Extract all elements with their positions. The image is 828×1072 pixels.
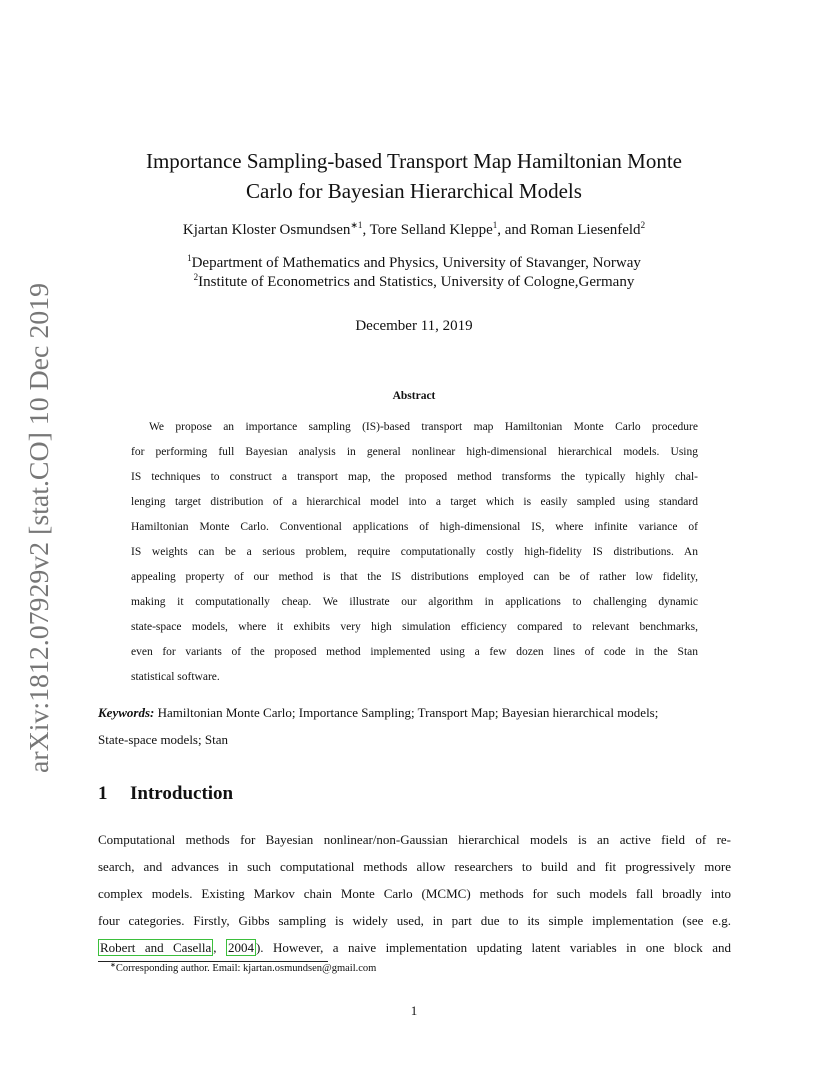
citation-year-link[interactable]: 2004 [227,940,254,955]
body-line: four categories. Firstly, Gibbs sampling is widely used, in part due to its simple implementation (see e.g. [98,913,731,928]
author-mark: 2 [640,220,646,230]
footnote [110,963,376,974]
author-name: Roman Liesenfeld [530,222,641,238]
affiliation-text: Department of Mathematics and Physics, University of Stavanger, Norway [191,255,641,271]
affiliation-2 [0,274,828,291]
affiliation-text: Institute of Econometrics and Statistics, University of Cologne,Germany [198,274,635,290]
affiliation-mark: 2 [193,272,199,282]
arxiv-stamp [12,280,62,775]
keywords-line-2: State-space models; Stan [98,732,228,747]
keywords-block [98,699,733,753]
abstract-line: making it computationally cheap. We illustrate our algorithm in applications to challenging dynamic [131,596,698,608]
arxiv-stamp-text: arXiv:1812.07929v2 [stat.CO] 10 Dec 2019 [24,297,54,773]
abstract-line: appealing property of our method is that the IS distributions employed can be of rather low fidelity, [131,571,698,583]
keywords-text: Hamiltonian Monte Carlo; Importance Sampling; Transport Map; Bayesian hierarchical models; [157,705,659,720]
body-line: Computational methods for Bayesian nonlinear/non-Gaussian hierarchical models is an active field of re- [98,832,731,847]
author-mark: ∗1 [350,220,363,230]
footnote-text: Corresponding author. Email: kjartan.osmundsen@gmail.com [115,963,377,974]
author-separator: , [362,222,370,238]
abstract-line: statistical software. [131,671,220,683]
keywords-label: Keywords: [98,705,155,720]
title-line-2: Carlo for Bayesian Hierarchical Models [246,179,582,203]
paper-date: December 11, 2019 [355,318,473,334]
abstract-line: We propose an importance sampling (IS)-based transport map Hamiltonian Monte Carlo procedure [149,421,698,433]
abstract-body [131,415,698,690]
footnote-mark: ∗ [110,961,116,969]
author-name: Tore Selland Kleppe [369,222,493,238]
abstract-line: IS techniques to construct a transport map, the proposed method transforms the typically highly chal- [131,471,698,483]
paper-title [0,146,828,206]
author-list [0,222,828,239]
citation-separator: , [213,940,226,955]
section-number: 1 [98,783,108,804]
author-mark: 1 [492,220,498,230]
keywords-line-1 [98,699,733,726]
body-line: complex models. Existing Markov chain Monte Carlo (MCMC) methods for such models fall broadly into [98,886,731,901]
abstract-line: for performing full Bayesian analysis in general nonlinear high-dimensional hierarchical models. Using [131,446,698,458]
section-heading [98,783,233,805]
body-line: search, and advances in such computational methods allow researchers to build and fit progressively more [98,859,731,874]
footnote-rule [98,961,328,962]
citation-link[interactable]: Robert and Casella [100,940,212,955]
abstract-line: IS weights can be a serious problem, require computationally costly high-fidelity IS distributions. An [131,546,698,558]
abstract-line: Hamiltonian Monte Carlo. Conventional applications of high-dimensional IS, where infinite variance of [131,521,698,533]
author-name: Kjartan Kloster Osmundsen [182,222,351,238]
page-number: 1 [410,1003,418,1018]
affiliation-1 [0,255,828,272]
abstract-heading: Abstract [392,390,436,402]
author-separator: , and [497,222,531,238]
abstract-line: state-space models, where it exhibits very high simulation efficiency compared to relevant benchmarks, [131,621,698,633]
body-line-rest: ). However, a naive implementation updating latent variables in one block and [255,940,732,955]
title-line-1: Importance Sampling-based Transport Map Hamiltonian Monte [145,149,682,173]
body-line-last [98,934,731,961]
abstract-line: lenging target distribution of a hierarchical model into a target which is easily sampled using standard [131,496,698,508]
affiliation-mark: 1 [187,253,192,263]
section-title: Introduction [130,783,234,804]
abstract-line: even for variants of the proposed method implemented using a few dozen lines of code in the Stan [131,646,698,658]
body-paragraph [98,826,731,961]
